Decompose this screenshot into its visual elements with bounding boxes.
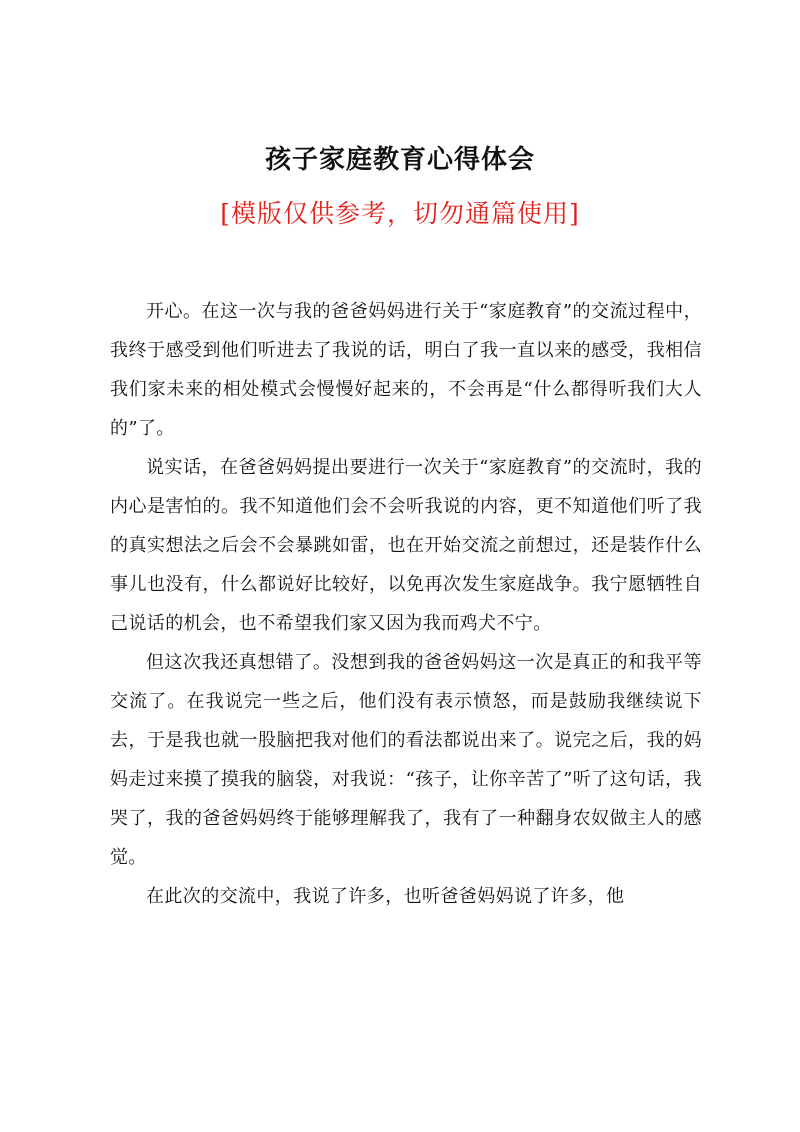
document-body (110, 292, 702, 916)
paragraph-3: 但这次我还真想错了。没想到我的爸爸妈妈这一次是真正的和我平等交流了。在我说完一些之后，他们没有表示愤怒，而是鼓励我继续说下去，于是我也就一股脑把我对他们的看法都说出来了。说完之后，我的妈妈走过来摸了摸我的脑袋，对我说：“孩子，让你辛苦了”听了这句话，我哭了，我的爸爸妈妈终于能够理解我了，我有了一种翻身农奴做主人的感觉。 (110, 652, 702, 868)
document-subtitle: [模版仅供参考，切勿通篇使用] (220, 199, 580, 228)
paragraph-2: 说实话，在爸爸妈妈提出要进行一次关于“家庭教育”的交流时，我的内心是害怕的。我不知道他们会不会听我说的内容，更不知道他们听了我的真实想法之后会不会暴跳如雷，也在开始交流之前想过，还是装作什么事儿也没有，什么都说好比较好，以免再次发生家庭战争。我宁愿牺牲自己说话的机会，也不希望我们家又因为我而鸡犬不宁。 (110, 457, 702, 634)
paragraph-1: 开心。在这一次与我的爸爸妈妈进行关于“家庭教育”的交流过程中，我终于感受到他们听进去了我说的话，明白了我一直以来的感受，我相信我们家未来的相处模式会慢慢好起来的，不会再是“什么都得听我们大人的”了。 (110, 301, 702, 439)
paragraph-4: 在此次的交流中，我说了许多，也听爸爸妈妈说了许多，他 (146, 886, 625, 907)
document-title: 孩子家庭教育心得体会 (264, 145, 535, 175)
